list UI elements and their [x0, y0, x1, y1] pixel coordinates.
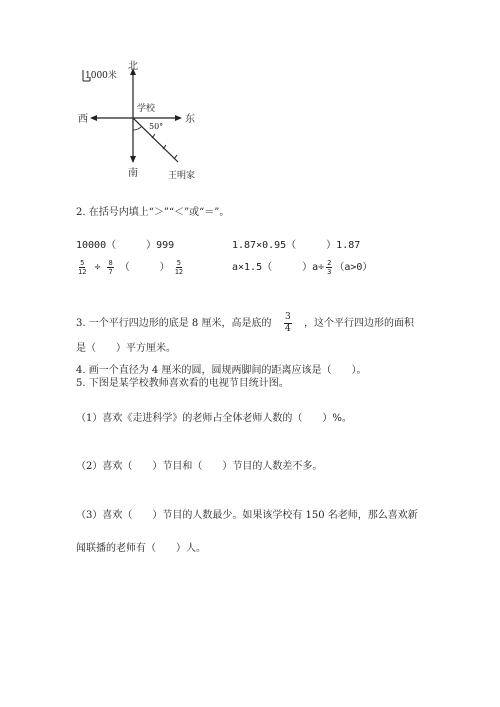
q5-sub3-line1: （3）喜欢（ ）节目的人数最少。如果该学校有 150 名老师，那么喜欢新 [76, 510, 418, 521]
q5-sub2: （2）喜欢（ ）节目和（ ）节目的人数差不多。 [76, 461, 323, 472]
angle-arc [133, 126, 142, 130]
q5-title: 5. 下图是某学校教师喜欢看的电视节目统计图。 [76, 378, 289, 389]
q2-row2-left: $\frac{5}{12}$ ÷ $\frac{8}{7}$ （ ） $\frac{5}{12}$ [78, 259, 184, 276]
q3-line1-b: ，这个平行四边形的面积 [304, 318, 414, 329]
fraction-5-12: $\frac{5}{12}$ [78, 259, 87, 276]
angle-label: 50° [149, 122, 164, 131]
south-label: 南 [128, 168, 138, 179]
fraction-5-12-b: $\frac{5}{12}$ [174, 259, 184, 276]
distance-ticks [152, 134, 177, 159]
scale-label: 1000米 [85, 71, 117, 81]
west-arrowhead [90, 115, 97, 121]
fraction-8-7: $\frac{8}{7}$ [108, 259, 113, 276]
q2-title: 2. 在括号内填上“＞”“＜”或“＝”。 [76, 207, 230, 218]
school-label: 学校 [137, 104, 156, 114]
q5-sub3-line2: 闻联播的老师有（ ）人。 [76, 543, 206, 554]
answer-paren[interactable]: （ ） [119, 261, 170, 273]
compass-diagram [70, 58, 210, 183]
q5-sub1: （1）喜欢《走进科学》的老师占全体老师人数的（ ）%。 [76, 413, 352, 424]
q2-row2-right: a×1.5（ ）a÷ $\frac{2}{3}$ （a>0） [232, 259, 373, 276]
north-label: 北 [128, 61, 138, 72]
south-arrowhead [130, 156, 136, 163]
q2-row1-right: 1.87×0.95（ ）1.87 [232, 240, 361, 251]
fraction-2-3: $\frac{2}{3}$ [327, 259, 332, 276]
home-label: 王明家 [168, 171, 196, 181]
east-label: 东 [185, 114, 195, 125]
q3-line1-a: 3. 一个平行四边形的底是 8 厘米，高是底的 [76, 318, 272, 329]
q3-line2: 是（ ）平方厘米。 [76, 343, 176, 354]
west-label: 西 [78, 114, 88, 125]
east-arrowhead [175, 115, 182, 121]
q4-text: 4. 画一个直径为 4 厘米的圆，圆规两脚间的距离应该是（ ）。 [76, 365, 367, 376]
q2-row1-left: 10000（ ）999 [76, 240, 175, 251]
q3-fraction-3-4: $\frac{3}{4}$ [285, 312, 291, 334]
